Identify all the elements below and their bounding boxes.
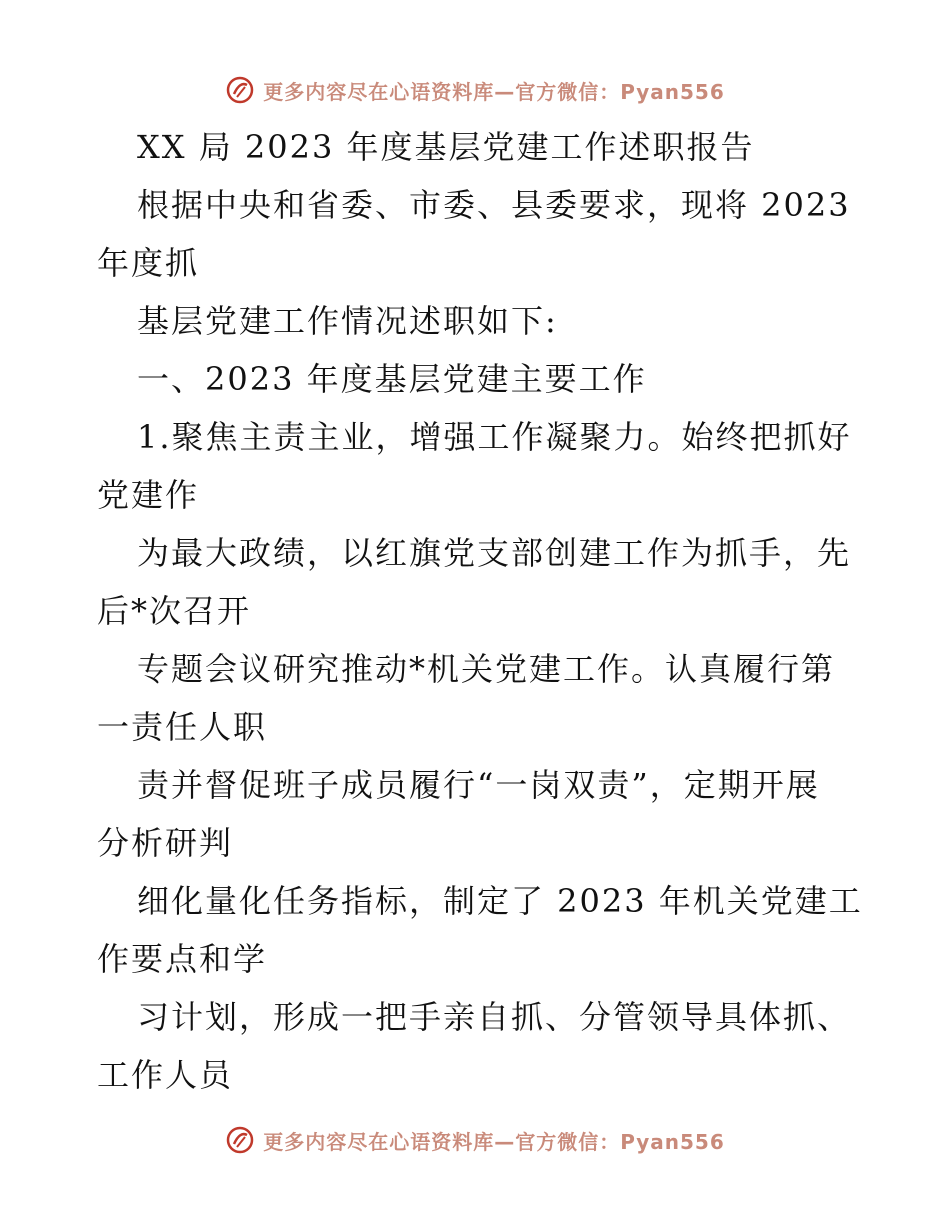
paragraph-line: 基层党建工作情况述职如下:	[137, 302, 558, 340]
header-watermark	[0, 70, 950, 110]
paragraph-line: 年度抓	[97, 244, 200, 282]
paragraph-line: 党建作	[97, 476, 200, 514]
paragraph-line: 细化量化任务指标，制定了 2023 年机关党建工	[137, 882, 863, 920]
footer-watermark	[0, 1120, 950, 1160]
document-body	[97, 118, 863, 1104]
paragraph-line: 为最大政绩，以红旗党支部创建工作为抓手，先	[137, 534, 852, 572]
paragraph-line: 专题会议研究推动*机关党建工作。认真履行第	[137, 650, 836, 688]
paragraph-line: 分析研判	[97, 824, 234, 862]
paragraph-line: 根据中央和省委、市委、县委要求，现将 2023	[137, 186, 851, 224]
watermark-text: 更多内容尽在心语资料库—官方微信：Pyan556	[263, 79, 725, 104]
paragraph-line: 1.聚焦主责主业，增强工作凝聚力。始终把抓好	[137, 418, 852, 456]
paragraph-line: 责并督促班子成员履行“一岗双责”，定期开展	[137, 766, 820, 804]
watermark-logo-icon	[225, 1125, 255, 1155]
paragraph-line: 习计划，形成一把手亲自抓、分管领导具体抓、	[137, 998, 852, 1036]
paragraph-line: 一责任人职	[97, 708, 268, 746]
watermark-logo-icon	[225, 75, 255, 105]
paragraph-line: 工作人员	[97, 1056, 234, 1094]
document-title: XX 局 2023 年度基层党建工作述职报告	[137, 128, 755, 166]
watermark-text: 更多内容尽在心语资料库—官方微信：Pyan556	[263, 1129, 725, 1154]
paragraph-line: 作要点和学	[97, 940, 268, 978]
section-heading: 一、2023 年度基层党建主要工作	[137, 360, 647, 398]
paragraph-line: 后*次召开	[97, 592, 252, 630]
